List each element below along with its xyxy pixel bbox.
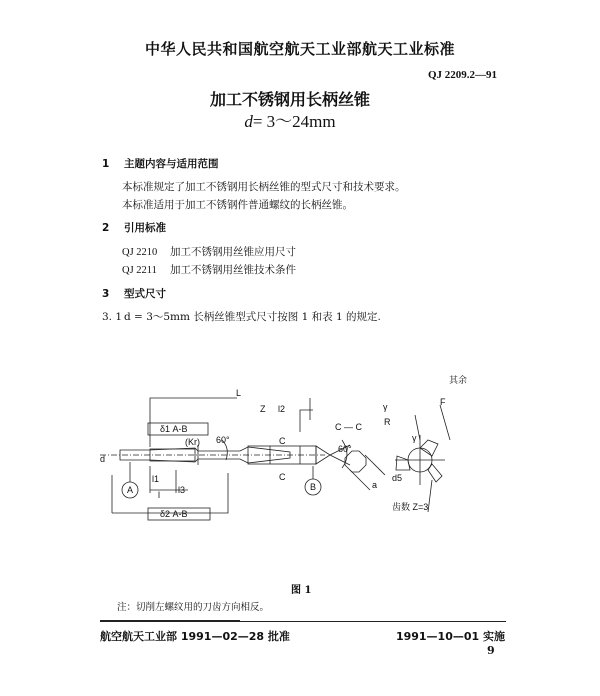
label-surface-finish-rest: 其余 [449, 375, 468, 385]
standard-code: QJ 2209.2—91 [427, 69, 497, 81]
tap-side-view [100, 398, 350, 520]
section-title: 引用标准 [124, 222, 166, 234]
label-datum-A: A [127, 485, 134, 495]
label-R: R [384, 417, 391, 427]
label-section-C-bottom: C [279, 472, 286, 482]
label-d5: d5 [392, 473, 403, 483]
tap-cross-section [395, 405, 450, 512]
paragraph: 本标准规定了加工不锈钢用长柄丝锥的型式尺寸和技术要求。 [122, 181, 406, 193]
subtitle-range: = 3～24mm [252, 112, 336, 131]
section-title: 型式尺寸 [124, 288, 166, 300]
label-l: l [158, 490, 160, 500]
section-number: 3 [102, 288, 110, 300]
label-angle-60-a: 60° [216, 435, 230, 445]
clause-text: d = 3～5mm 长柄丝锥型式尺寸按图 1 和表 1 的规定. [124, 311, 381, 323]
clause-number: 3. 1 [102, 311, 123, 323]
reference-code: QJ 2210 [122, 247, 158, 258]
label-gamma-2: γ [412, 433, 417, 443]
section-number: 2 [102, 222, 110, 234]
label-l1: l1 [152, 474, 160, 484]
label-tolerance-1: δ1 A-B [160, 424, 188, 434]
label-section-C-C: C — C [335, 422, 362, 432]
reference-name: 加工不锈钢用丝锥技术条件 [170, 264, 296, 276]
label-l2: l2 [278, 404, 286, 414]
footer-divider [100, 621, 506, 622]
label-angle-60-b: 60° [338, 444, 352, 454]
label-teeth-count: 齿数 Z=3 [392, 502, 429, 512]
figure-note: 注：切削左螺纹用的刀齿方向相反。 [117, 602, 270, 613]
footer-divider-accent [100, 620, 240, 621]
subtitle-variable: d [244, 112, 253, 131]
effective-date: 1991—10—01 实施 [395, 630, 505, 643]
section-number: 1 [102, 158, 110, 170]
page-number: 9 [487, 644, 495, 657]
issuing-organization: 中华人民共和国航空航天工业部航天工业标准 [144, 40, 455, 58]
label-Z: Z [260, 404, 266, 414]
document-title: 加工不锈钢用长柄丝锥 [209, 90, 370, 109]
section-title: 主题内容与适用范围 [124, 158, 219, 170]
label-l3: l3 [178, 485, 186, 495]
paragraph: 本标准适用于加工不锈钢件普通螺纹的长柄丝锥。 [122, 199, 353, 211]
label-d: d [100, 454, 106, 464]
reference-code: QJ 2211 [122, 265, 157, 276]
figure-caption: 图 1 [291, 585, 312, 596]
reference-name: 加工不锈钢用丝锥应用尺寸 [170, 246, 296, 258]
label-a: a [372, 480, 378, 490]
label-section-C-top: C [279, 436, 286, 446]
label-kr: (Kr) [185, 437, 200, 447]
approval-date: 航空航天工业部 1991—02—28 批准 [100, 630, 290, 643]
label-L: L [236, 388, 242, 398]
label-gamma: γ [383, 402, 388, 412]
section-C-C-view [345, 451, 385, 490]
label-F: F [440, 397, 446, 407]
label-tolerance-2: δ2 A-B [160, 509, 188, 519]
label-datum-B: B [310, 482, 317, 492]
